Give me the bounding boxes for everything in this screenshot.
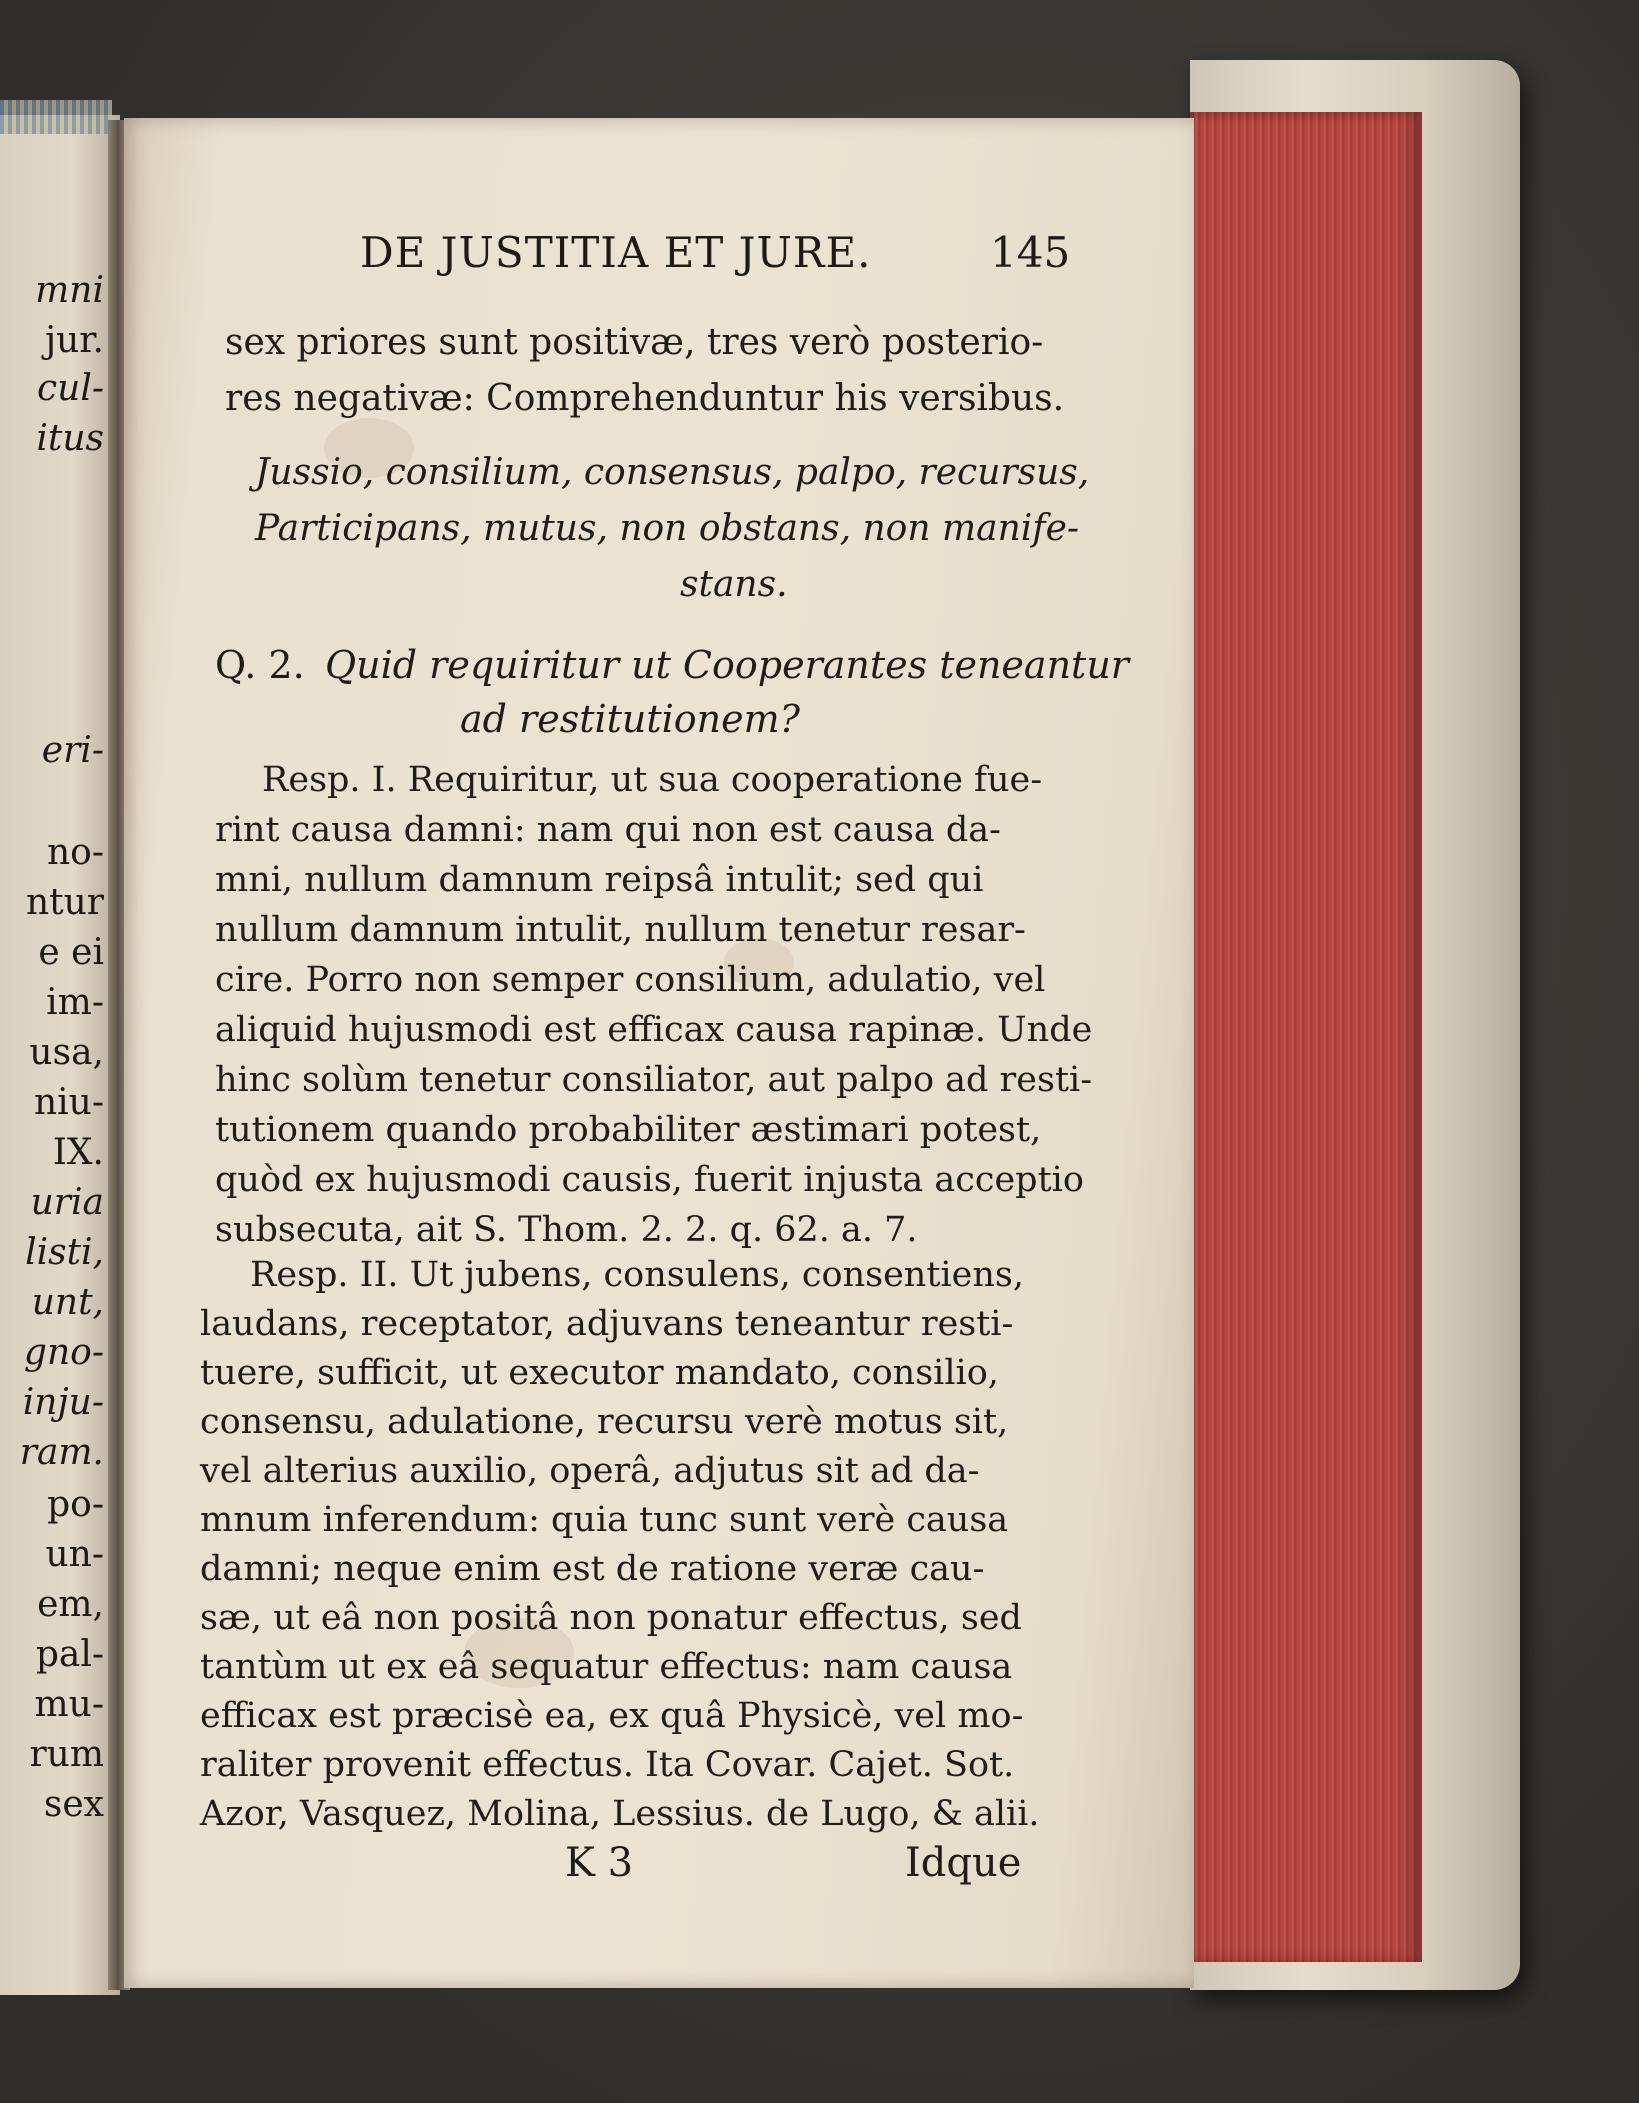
text-line: consensu, adulatione, recursu verè motus sit, [200,1402,1009,1442]
left-margin-fragment: rum [29,1734,104,1775]
text-line: tantùm ut ex eâ sequatur effectus: nam causa [200,1647,1013,1687]
left-margin-fragment: ram. [19,1432,104,1473]
text-line: efficax est præcisè ea, ex quâ Physicè, vel mo- [200,1696,1024,1736]
left-margin-fragment: listi, [25,1232,104,1273]
question-line-2: ad restitutionem? [460,697,801,741]
text-line: vel alterius auxilio, operâ, adjutus sit ad da- [200,1451,980,1491]
left-margin-fragment: mni [35,270,104,311]
left-margin-fragment: pal- [35,1634,104,1675]
left-margin-fragment: niu- [33,1082,104,1123]
text-line: Resp. II. Ut jubens, consulens, consentiens, [250,1255,1024,1295]
left-margin-fragment: im- [46,982,104,1023]
catchword: Idque [905,1840,1022,1886]
text-line: aliquid hujusmodi est efficax causa rapinæ. Unde [215,1010,1093,1050]
running-head: DE JUSTITIA ET JURE. [360,228,872,277]
text-line: Jussio, consilium, consensus, palpo, recursus, [255,452,1090,493]
text-line: mnum inferendum: quia tunc sunt verè causa [200,1500,1009,1540]
text-line: subsecuta, ait S. Thom. 2. 2. q. 62. a. 7. [215,1210,918,1250]
left-margin-fragment: no- [46,832,104,873]
left-margin-fragment: ntur [25,882,104,923]
page-number: 145 [990,228,1071,277]
text-line: sex priores sunt positivæ, tres verò posterio- [225,322,1044,363]
left-margin-fragment: em, [37,1584,104,1625]
text-line: tuere, sufficit, ut executor mandato, consilio, [200,1353,999,1393]
left-margin-fragment: jur. [44,320,104,361]
left-margin-fragment: inju- [22,1382,104,1423]
left-margin-fragment: po- [47,1484,104,1525]
text-line: Participans, mutus, non obstans, non manife- [255,508,1080,549]
question-line-1: Quid requiritur ut Cooperantes teneantur [325,643,1129,687]
left-margin-fragment: cul- [36,368,104,409]
text-line: cire. Porro non semper consilium, adulatio, vel [215,960,1046,1000]
text-line: tutionem quando probabiliter æstimari potest, [215,1110,1042,1150]
text-line: hinc solùm tenetur consiliator, aut palpo ad resti- [215,1060,1093,1100]
text-line: sæ, ut eâ non positâ non ponatur effectus, sed [200,1598,1022,1638]
left-margin-fragment: gno- [23,1332,104,1373]
text-line: nullum damnum intulit, nullum tenetur resar- [215,910,1026,950]
text-line: mni, nullum damnum reipsâ intulit; sed qui [215,860,984,900]
text-line: res negativæ: Comprehenduntur his versibus. [225,378,1065,419]
text-line: stans. [680,564,788,605]
text-line: Resp. I. Requiritur, ut sua cooperatione fue- [262,760,1043,800]
left-margin-fragment: usa, [29,1032,104,1073]
left-margin-fragment: IX. [52,1132,104,1173]
text-line: damni; neque enim est de ratione veræ cau- [200,1549,985,1589]
left-margin-fragment: sex [43,1784,104,1825]
left-margin-fragment: eri- [41,730,104,771]
text-line: rint causa damni: nam qui non est causa da- [215,810,1001,850]
text-line: Azor, Vasquez, Molina, Lessius. de Lugo, & alii. [200,1794,1040,1834]
text-line: raliter provenit effectus. Ita Covar. Cajet. Sot. [200,1745,1015,1785]
question-number: Q. 2. [215,643,305,687]
signature-mark: K 3 [565,1840,634,1886]
text-line: quòd ex hujusmodi causis, fuerit injusta acceptio [215,1160,1084,1200]
text-line: laudans, receptator, adjuvans teneantur resti- [200,1304,1014,1344]
left-margin-fragment: uria [30,1182,104,1223]
left-margin-fragment: mu- [34,1684,104,1725]
left-margin-fragment: un- [45,1534,104,1575]
red-page-edges [1190,112,1422,1962]
left-margin-fragment: unt, [31,1282,104,1323]
left-margin-fragment: e ei [38,932,104,973]
left-margin-fragment: itus [36,418,104,459]
headband [0,100,112,134]
